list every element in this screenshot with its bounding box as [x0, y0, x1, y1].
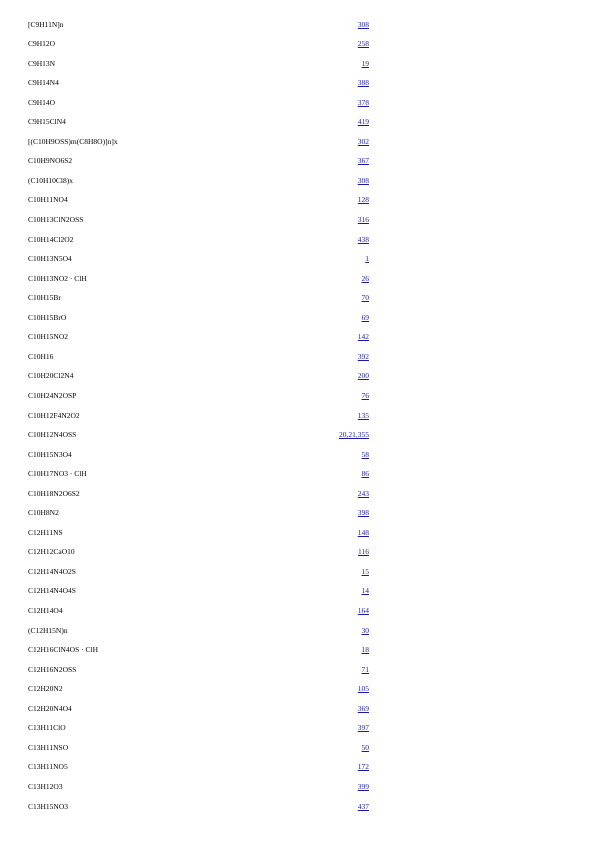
page-reference-link[interactable]: 398	[357, 508, 369, 518]
index-row	[0, 115, 595, 129]
index-row	[0, 467, 595, 481]
index-row	[0, 135, 595, 149]
index-row	[0, 565, 595, 579]
formula-label: C13H15NO3	[28, 801, 69, 811]
index-row	[0, 193, 595, 207]
page-reference-link[interactable]: 135	[357, 410, 369, 420]
index-row	[0, 624, 595, 638]
page-reference-link[interactable]: 388	[357, 78, 369, 88]
page-reference-link[interactable]: 105	[357, 684, 369, 694]
formula-label: C9H14N4	[28, 78, 59, 88]
index-row	[0, 76, 595, 90]
page-reference-link[interactable]: 142	[357, 332, 369, 342]
formula-label: C12H16ClN4OS · ClH	[28, 645, 99, 655]
index-row	[0, 682, 595, 696]
index-row	[0, 721, 595, 735]
index-row	[0, 18, 595, 32]
index-row	[0, 213, 595, 227]
page-reference-link[interactable]: 19	[361, 58, 369, 68]
formula-label: C12H14N4O2S	[28, 566, 76, 576]
index-row	[0, 800, 595, 814]
index-row	[0, 526, 595, 540]
formula-label: C10H17NO3 · ClH	[28, 469, 87, 479]
formula-label: [(C10H9OSS)m(C8H8O)]n]x	[28, 136, 118, 146]
page-reference-link[interactable]: 76	[361, 390, 369, 400]
formula-label: C9H15ClN4	[28, 117, 66, 127]
index-row	[0, 506, 595, 520]
formula-label: C12H20N2	[28, 684, 63, 694]
index-row	[0, 369, 595, 383]
page-reference-link[interactable]: 369	[357, 703, 369, 713]
page-reference-link[interactable]: 397	[357, 723, 369, 733]
page-reference-link[interactable]: 367	[357, 156, 369, 166]
page-reference-link[interactable]: 308	[357, 19, 369, 29]
page-reference-link[interactable]: 70	[361, 293, 369, 303]
formula-label: C10H24N2OSP	[28, 390, 77, 400]
index-row	[0, 291, 595, 305]
formula-label: C13H11ClO	[28, 723, 66, 733]
formula-label: C10H15Br	[28, 293, 61, 303]
formula-label: C12H11NS	[28, 527, 63, 537]
formula-label: C10H14Cl2O2	[28, 234, 74, 244]
formula-label: (C10H10Cl8)x	[28, 175, 73, 185]
formula-label: C12H20N4O4	[28, 703, 72, 713]
page-reference-link[interactable]: 258	[357, 39, 369, 49]
index-row	[0, 96, 595, 110]
index-row	[0, 741, 595, 755]
formula-label: C10H15N3O4	[28, 449, 72, 459]
page-reference-link[interactable]: 419	[357, 117, 369, 127]
formula-label: C9H14O	[28, 97, 56, 107]
index-row	[0, 663, 595, 677]
formula-label: C10H8N2	[28, 508, 59, 518]
index-row	[0, 643, 595, 657]
formula-label: C12H16N2OSS	[28, 664, 77, 674]
page-reference-link[interactable]: 50	[361, 742, 369, 752]
page-reference-link[interactable]: 316	[357, 215, 369, 224]
formula-label: C10H15BrO	[28, 312, 67, 322]
formula-label: C9H13N	[28, 58, 56, 68]
index-row	[0, 780, 595, 794]
formula-label: C12H12CaO10	[28, 547, 75, 557]
page-reference-link[interactable]: 378	[357, 97, 369, 107]
formula-label: C13H11NSO	[28, 742, 69, 752]
formula-label: C13H12O3	[28, 781, 63, 791]
index-row	[0, 272, 595, 286]
formula-label: C10H12F4N2O2	[28, 410, 80, 420]
index-row	[0, 409, 595, 423]
index-row	[0, 389, 595, 403]
formula-label: C10H18N2O6S2	[28, 488, 80, 498]
index-row	[0, 760, 595, 774]
index-row	[0, 57, 595, 71]
formula-label: C10H11NO4	[28, 195, 68, 205]
page-reference-link[interactable]: 30	[361, 625, 369, 635]
formula-label: (C12H15N)n	[28, 625, 68, 635]
index-row	[0, 448, 595, 462]
index-row	[0, 350, 595, 364]
page-reference-link[interactable]: 399	[357, 781, 369, 791]
index-row	[0, 330, 595, 344]
page-reference-link[interactable]: 243	[357, 488, 369, 498]
index-row	[0, 487, 595, 501]
page-reference-link[interactable]: 58	[361, 449, 369, 459]
formula-label: C12H14O4	[28, 606, 63, 615]
page-reference-link[interactable]: 1	[365, 254, 369, 264]
formula-label: C10H9NO6S2	[28, 156, 73, 166]
page-reference-link[interactable]: 302	[357, 136, 369, 146]
index-row	[0, 702, 595, 716]
page-reference-link[interactable]: 438	[357, 234, 369, 244]
page-reference-link[interactable]: 200	[357, 371, 369, 381]
formula-label: C10H20Cl2N4	[28, 371, 74, 381]
page-reference-link[interactable]: 20,21,355	[339, 430, 369, 440]
index-row	[0, 252, 595, 266]
formula-label: C10H13ClN2OSS	[28, 215, 84, 224]
page-reference-link[interactable]: 69	[361, 312, 369, 322]
formula-label: C10H12N4OSS	[28, 430, 77, 440]
page-reference-link[interactable]: 26	[361, 273, 369, 283]
page-reference-link[interactable]: 71	[361, 664, 369, 674]
formula-label: C9H12O	[28, 39, 56, 49]
page-reference-link[interactable]: 18	[361, 645, 369, 655]
page-reference-link[interactable]: 148	[357, 527, 369, 537]
index-row	[0, 37, 595, 51]
index-row	[0, 604, 595, 618]
formula-label: [C9H11N]n	[28, 19, 64, 29]
page-reference-link[interactable]: 116	[358, 547, 369, 557]
page-reference-link[interactable]: 14	[361, 586, 369, 596]
page-reference-link[interactable]: 15	[361, 566, 369, 576]
formula-label: C13H11NO5	[28, 762, 68, 772]
index-row	[0, 311, 595, 325]
formula-label: C10H13N5O4	[28, 254, 72, 264]
page-reference-link[interactable]: 86	[361, 469, 369, 479]
page-reference-link[interactable]: 437	[357, 801, 369, 811]
formula-label: C10H13NO2 · ClH	[28, 273, 87, 283]
index-row	[0, 174, 595, 188]
page-reference-link[interactable]: 392	[357, 351, 369, 361]
page-reference-link[interactable]: 164	[357, 606, 369, 615]
index-row	[0, 584, 595, 598]
page-reference-link[interactable]: 308	[357, 175, 369, 185]
formula-label: C10H15NO2	[28, 332, 69, 342]
page-reference-link[interactable]: 172	[357, 762, 369, 772]
index-row	[0, 233, 595, 247]
page-reference-link[interactable]: 128	[357, 195, 369, 205]
index-row	[0, 428, 595, 442]
index-row	[0, 154, 595, 168]
formula-label: C10H16	[28, 351, 54, 361]
index-row	[0, 545, 595, 559]
formula-label: C12H14N4O4S	[28, 586, 76, 596]
